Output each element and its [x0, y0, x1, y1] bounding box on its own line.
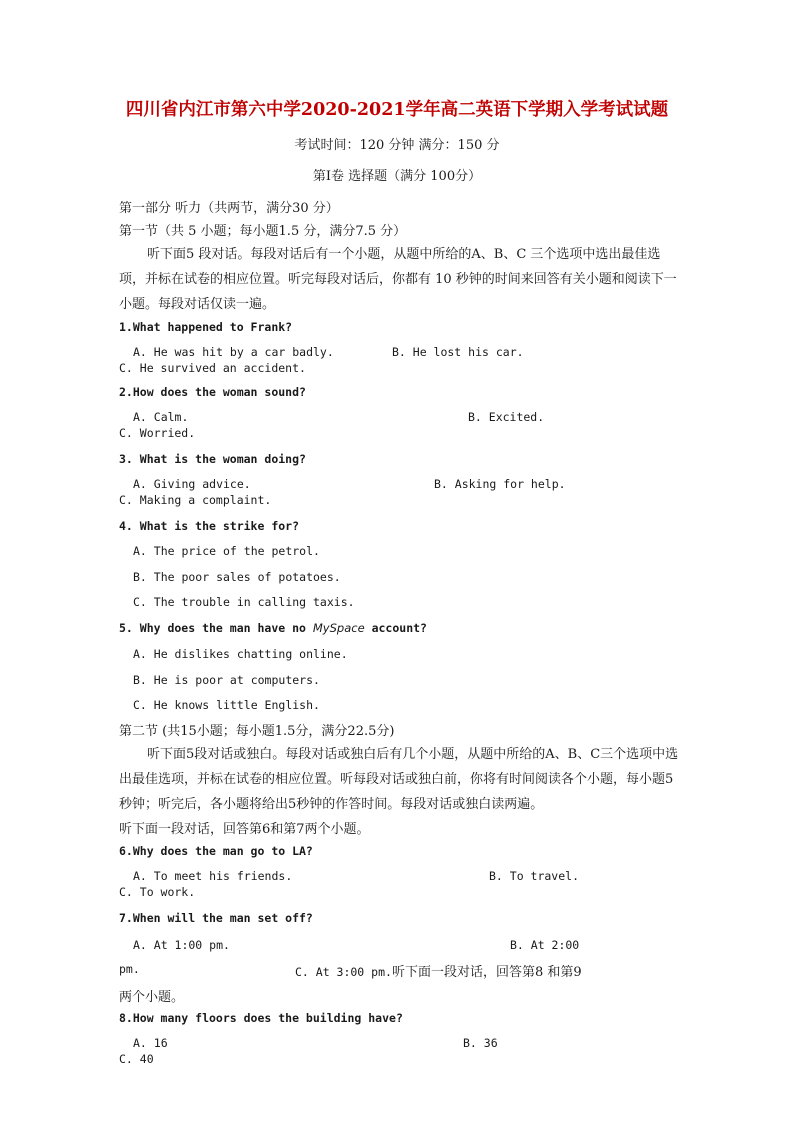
question-5-option-c: C. He knows little English.: [133, 698, 320, 712]
question-6-option-b: B. To travel.: [489, 869, 580, 883]
section1-instructions-text: 听下面5 段对话。每段对话后有一个小题，从题中所给的A、B、C 三个选项中选出最佳选项，并标在试卷的相应位置。听完每段对话后，你都有 10 秒钟的时间来回答有关小题和阅读下一小题。每段对话仅读一遍。: [119, 247, 677, 312]
question-5-stem: [119, 621, 427, 635]
question-5-option-a: A. He dislikes chatting online.: [133, 647, 348, 661]
question-5-stem-myspace: MySpace: [312, 621, 365, 635]
question-7-stem: 7.When will the man set off?: [119, 911, 313, 925]
section2-heading: 第二节 (共15小题；每小题1.5分，满分22.5分): [119, 724, 395, 739]
question-6-stem: 6.Why does the man go to LA?: [119, 844, 313, 858]
question-2-stem: 2.How does the woman sound?: [119, 385, 306, 399]
question-8-stem: 8.How many floors does the building have?: [119, 1011, 403, 1025]
question-1-option-a: A. He was hit by a car badly.: [133, 345, 334, 359]
question-3-option-a: A. Giving advice.: [133, 477, 251, 491]
question-6-option-c: C. To work.: [119, 885, 196, 899]
question-5-option-b: B. He is poor at computers.: [133, 673, 320, 687]
question-5-stem-post: account?: [364, 621, 427, 635]
question-4-stem: 4. What is the strike for?: [119, 519, 300, 533]
question-7-option-b: B. At 2:00: [510, 938, 580, 952]
dialog6-intro: 听下面一段对话，回答第6和第7两个小题。: [119, 822, 370, 837]
question-6-option-a: A. To meet his friends.: [133, 869, 293, 883]
question-2-option-a: A. Calm.: [133, 410, 189, 424]
part1-heading: 第一部分 听力（共两节，满分30 分）: [119, 201, 339, 216]
question-4-option-c: C. The trouble in calling taxis.: [133, 595, 355, 609]
question-7-option-b-cont: pm.: [119, 962, 140, 976]
question-4-option-a: A. The price of the petrol.: [133, 544, 320, 558]
question-8-option-a: A. 16: [133, 1036, 168, 1050]
exam-info: 考试时间：120 分钟 满分：150 分: [294, 138, 500, 153]
volume-heading: 第Ⅰ卷 选择题（满分 100分）: [312, 169, 482, 184]
section2-instructions: [119, 742, 679, 817]
question-2-option-b: B. Excited.: [468, 410, 545, 424]
question-2-option-c: C. Worried.: [119, 426, 196, 440]
question-1-option-c: C. He survived an accident.: [119, 361, 306, 375]
dialog8-intro: 听下面一段对话，回答第8 和第9: [391, 965, 582, 980]
question-3-option-c: C. Making a complaint.: [119, 493, 272, 507]
question-5-stem-pre: 5. Why does the man have no: [119, 621, 313, 635]
question-7-option-c-line: [295, 961, 582, 980]
document-title: 四川省内江市第六中学2020-2021学年高二英语下学期入学考试试题: [125, 100, 669, 120]
question-1-stem: 1.What happened to Frank?: [119, 320, 293, 334]
question-8-option-c: C. 40: [119, 1052, 154, 1066]
question-7-option-c: C. At 3:00 pm.: [295, 965, 392, 979]
question-3-stem: 3. What is the woman doing?: [119, 452, 306, 466]
question-4-option-b: B. The poor sales of potatoes.: [133, 570, 341, 584]
question-8-option-b: B. 36: [463, 1036, 498, 1050]
section1-instructions: [119, 242, 679, 317]
section2-instructions-text: 听下面5段对话或独白。每段对话或独白后有几个小题，从题中所给的A、B、C三个选项中选出最佳选项，并标在试卷的相应位置。听每段对话或独白前，你将有时间阅读各个小题，每小题5秒钟；听完后，各小题将给出5秒钟的作答时间。每段对话或独白读两遍。: [119, 747, 679, 812]
question-1-option-b: B. He lost his car.: [392, 345, 524, 359]
question-3-option-b: B. Asking for help.: [434, 477, 566, 491]
question-7-option-a: A. At 1:00 pm.: [133, 938, 230, 952]
section1-heading: 第一节（共 5 小题；每小题1.5 分，满分7.5 分）: [119, 224, 407, 239]
dialog8-intro-cont: 两个小题。: [119, 990, 185, 1005]
